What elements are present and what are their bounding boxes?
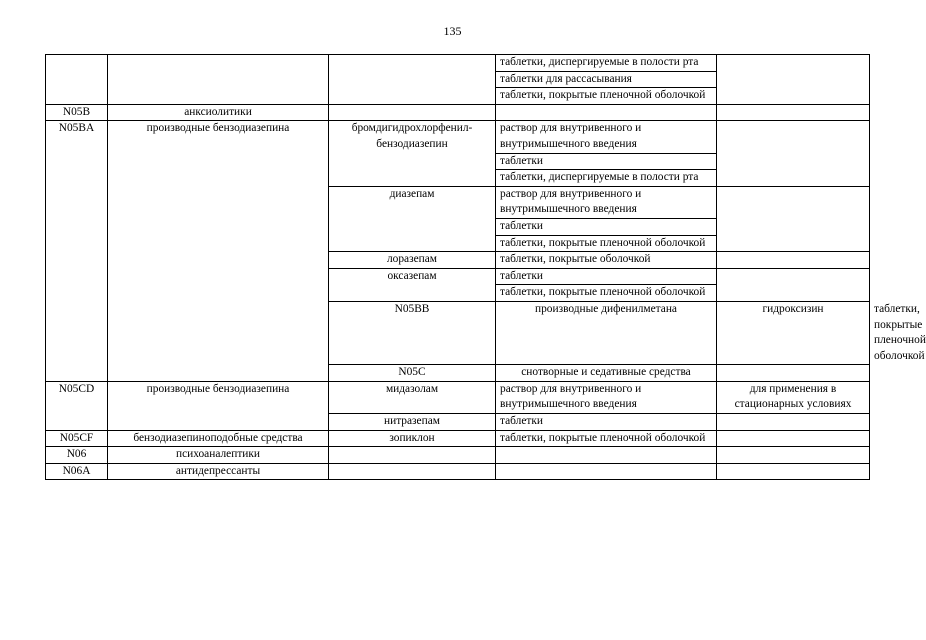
- dosage-form-cell: таблетки, покрытые пленочной оболочкой: [496, 235, 717, 252]
- note-cell: [717, 104, 870, 121]
- group-cell: производные бензодиазепина: [108, 121, 329, 382]
- group-cell: снотворные и седативные средства: [496, 365, 717, 382]
- drug-name-cell: [329, 55, 496, 105]
- drug-name-cell: диазепам: [329, 186, 496, 251]
- note-cell: [717, 268, 870, 301]
- drug-name-cell: нитразепам: [329, 414, 496, 431]
- table-row: [46, 121, 870, 153]
- dosage-form-cell: раствор для внутривенного и внутримышечного введения: [496, 186, 717, 218]
- table-row: [46, 463, 870, 480]
- table-row: [46, 430, 870, 447]
- atc-code-cell: N05BA: [46, 121, 108, 382]
- drug-name-cell: оксазепам: [329, 268, 496, 301]
- group-cell: [108, 55, 329, 105]
- atc-code-cell: N05C: [329, 365, 496, 382]
- group-cell: бензодиазепиноподобные средства: [108, 430, 329, 447]
- group-cell: антидепрессанты: [108, 463, 329, 480]
- dosage-form-cell: [496, 447, 717, 464]
- dosage-form-cell: таблетки: [496, 268, 717, 285]
- drug-name-cell: бромдигидрохлорфенил-бензодиазепин: [329, 121, 496, 186]
- table-row: N05BB производные дифенилметана гидроксизин таблетки, покрытые пленочной оболочкой: [46, 301, 870, 364]
- atc-code-cell: N06: [46, 447, 108, 464]
- drug-name-cell: [329, 447, 496, 464]
- dosage-form-cell: раствор для внутривенного и внутримышечного введения: [496, 121, 717, 153]
- atc-code-cell: N05BB: [329, 301, 496, 364]
- dosage-form-cell: таблетки: [496, 414, 717, 431]
- dosage-form-cell: [496, 463, 717, 480]
- table-row: [46, 104, 870, 121]
- group-cell: анксиолитики: [108, 104, 329, 121]
- atc-code-cell: N06A: [46, 463, 108, 480]
- atc-code-cell: N05CD: [46, 381, 108, 430]
- table-row: [46, 381, 870, 413]
- note-cell: [717, 447, 870, 464]
- dosage-form-cell: таблетки для рассасывания: [496, 71, 717, 88]
- dosage-form-cell: таблетки, диспергируемые в полости рта: [496, 170, 717, 187]
- note-cell: [717, 55, 870, 105]
- atc-code-cell: N05CF: [46, 430, 108, 447]
- drug-name-cell: гидроксизин: [717, 301, 870, 364]
- group-cell: психоаналептики: [108, 447, 329, 464]
- drug-classification-table: [45, 54, 926, 480]
- note-cell: для применения в стационарных условиях: [717, 381, 870, 413]
- dosage-form-cell: таблетки: [496, 218, 717, 235]
- note-cell: [717, 414, 870, 431]
- dosage-form-cell: раствор для внутривенного и внутримышечного введения: [496, 381, 717, 413]
- drug-name-cell: зопиклон: [329, 430, 496, 447]
- note-cell: [717, 463, 870, 480]
- dosage-form-cell: таблетки, покрытые оболочкой: [496, 252, 717, 269]
- note-cell: [717, 121, 870, 186]
- drug-name-cell: [329, 104, 496, 121]
- table-row: [46, 55, 870, 72]
- atc-code-cell: N05B: [46, 104, 108, 121]
- page-number: 135: [443, 24, 462, 38]
- note-cell: [717, 430, 870, 447]
- drug-name-cell: [717, 365, 870, 382]
- note-cell: [717, 186, 870, 251]
- dosage-form-cell: [496, 104, 717, 121]
- drug-name-cell: лоразепам: [329, 252, 496, 269]
- drug-name-cell: [329, 463, 496, 480]
- atc-code-cell: [46, 55, 108, 105]
- group-cell: производные дифенилметана: [496, 301, 717, 364]
- dosage-form-cell: таблетки, диспергируемые в полости рта: [496, 55, 717, 72]
- dosage-form-cell: таблетки, покрытые пленочной оболочкой: [496, 430, 717, 447]
- drug-name-cell: мидазолам: [329, 381, 496, 413]
- dosage-form-cell: таблетки, покрытые пленочной оболочкой: [496, 285, 717, 302]
- dosage-form-cell: таблетки: [496, 153, 717, 170]
- dosage-form-cell: таблетки, покрытые пленочной оболочкой: [496, 88, 717, 105]
- table-row: [46, 447, 870, 464]
- group-cell: производные бензодиазепина: [108, 381, 329, 430]
- note-cell: [717, 252, 870, 269]
